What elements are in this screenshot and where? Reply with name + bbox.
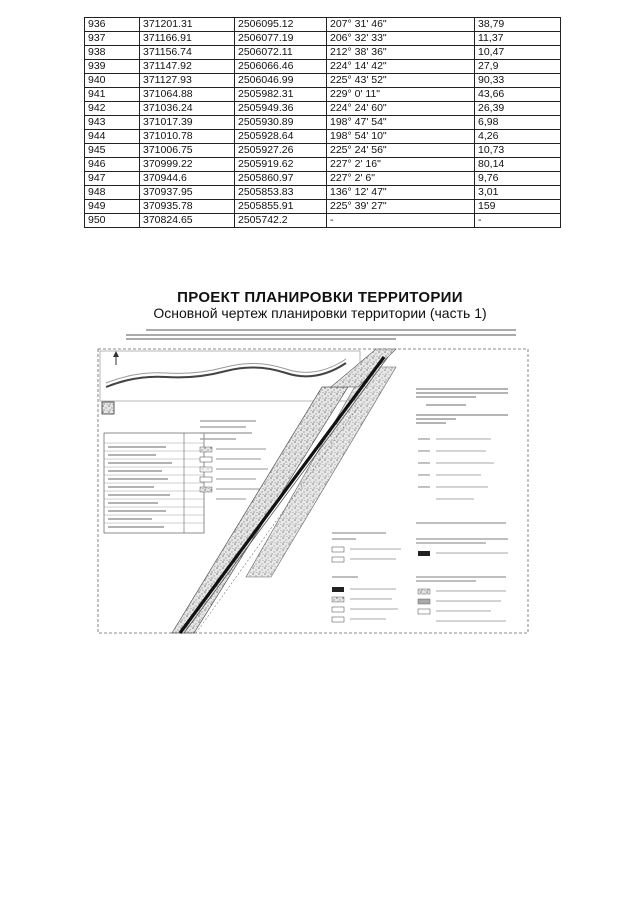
direction-angle-cell: - <box>327 214 475 228</box>
coord-x-cell: 371006.75 <box>140 144 235 158</box>
coord-x-cell: 371156.74 <box>140 46 235 60</box>
drawing-title: ПРОЕКТ ПЛАНИРОВКИ ТЕРРИТОРИИ <box>177 289 463 306</box>
direction-angle-cell: 229° 0' 11" <box>327 88 475 102</box>
drawing-header-text <box>126 330 516 339</box>
segment-length-cell: 3,01 <box>475 186 561 200</box>
table-row <box>85 46 561 60</box>
segment-length-cell: 80,14 <box>475 158 561 172</box>
table-row <box>85 200 561 214</box>
coord-x-cell: 371147.92 <box>140 60 235 74</box>
table-row <box>85 158 561 172</box>
point-number-cell: 950 <box>85 214 140 228</box>
left-legend-table <box>104 433 204 533</box>
coord-x-cell: 371017.39 <box>140 116 235 130</box>
middle-legend <box>200 421 268 499</box>
coord-y-cell: 2505855.91 <box>235 200 327 214</box>
segment-length-cell: 38,79 <box>475 18 561 32</box>
coord-y-cell: 2505930.89 <box>235 116 327 130</box>
point-number-cell: 937 <box>85 32 140 46</box>
point-number-cell: 942 <box>85 102 140 116</box>
point-number-cell: 941 <box>85 88 140 102</box>
coord-x-cell: 370935.78 <box>140 200 235 214</box>
coord-x-cell: 371010.78 <box>140 130 235 144</box>
table-row <box>85 144 561 158</box>
direction-angle-cell: 225° 24' 56" <box>327 144 475 158</box>
table-row <box>85 130 561 144</box>
coord-y-cell: 2505927.26 <box>235 144 327 158</box>
table-row <box>85 74 561 88</box>
point-number-cell: 939 <box>85 60 140 74</box>
coord-y-cell: 2505919.62 <box>235 158 327 172</box>
direction-angle-cell: 225° 43' 52" <box>327 74 475 88</box>
segment-length-cell: 26,39 <box>475 102 561 116</box>
planning-drawing <box>96 327 542 635</box>
coord-x-cell: 370944.6 <box>140 172 235 186</box>
coord-y-cell: 2505949.36 <box>235 102 327 116</box>
point-number-cell: 946 <box>85 158 140 172</box>
point-number-cell: 947 <box>85 172 140 186</box>
coord-x-cell: 370824.65 <box>140 214 235 228</box>
point-number-cell: 945 <box>85 144 140 158</box>
direction-angle-cell: 224° 24' 60" <box>327 102 475 116</box>
lower-legend <box>332 533 401 622</box>
direction-angle-cell: 136° 12' 47" <box>327 186 475 200</box>
coord-y-cell: 2505742.2 <box>235 214 327 228</box>
point-number-cell: 943 <box>85 116 140 130</box>
direction-angle-cell: 198° 54' 10" <box>327 130 475 144</box>
coord-x-cell: 371064.88 <box>140 88 235 102</box>
point-number-cell: 936 <box>85 18 140 32</box>
segment-length-cell: 43,66 <box>475 88 561 102</box>
point-number-cell: 940 <box>85 74 140 88</box>
direction-angle-cell: 198° 47' 54" <box>327 116 475 130</box>
table-row <box>85 102 561 116</box>
direction-angle-cell: 227° 2' 6" <box>327 172 475 186</box>
table-row <box>85 214 561 228</box>
direction-angle-cell: 225° 39' 27" <box>327 200 475 214</box>
table-row <box>85 172 561 186</box>
direction-angle-cell: 212° 38' 36" <box>327 46 475 60</box>
coordinates-table <box>84 17 561 228</box>
coord-x-cell: 370999.22 <box>140 158 235 172</box>
segment-length-cell: 90,33 <box>475 74 561 88</box>
coord-x-cell: 371201.31 <box>140 18 235 32</box>
segment-length-cell: 10,47 <box>475 46 561 60</box>
coord-y-cell: 2506095.12 <box>235 18 327 32</box>
coord-y-cell: 2505928.64 <box>235 130 327 144</box>
segment-length-cell: 4,26 <box>475 130 561 144</box>
table-row <box>85 18 561 32</box>
direction-angle-cell: 224° 14' 42" <box>327 60 475 74</box>
point-number-cell: 938 <box>85 46 140 60</box>
coord-y-cell: 2506077.19 <box>235 32 327 46</box>
segment-length-cell: 159 <box>475 200 561 214</box>
segment-length-cell: 6,98 <box>475 116 561 130</box>
coord-x-cell: 370937.95 <box>140 186 235 200</box>
table-row <box>85 186 561 200</box>
right-legend <box>416 389 508 621</box>
table-row <box>85 116 561 130</box>
point-number-cell: 948 <box>85 186 140 200</box>
drawing-subtitle: Основной чертеж планировки территории (часть 1) <box>153 305 487 321</box>
direction-angle-cell: 227° 2' 16" <box>327 158 475 172</box>
table-row <box>85 32 561 46</box>
coord-y-cell: 2505860.97 <box>235 172 327 186</box>
segment-length-cell: 9,76 <box>475 172 561 186</box>
coord-x-cell: 371127.93 <box>140 74 235 88</box>
coord-x-cell: 371166.91 <box>140 32 235 46</box>
coord-y-cell: 2505853.83 <box>235 186 327 200</box>
table-row <box>85 88 561 102</box>
coord-x-cell: 371036.24 <box>140 102 235 116</box>
location-stamp <box>102 402 114 414</box>
segment-length-cell: - <box>475 214 561 228</box>
direction-angle-cell: 207° 31' 46" <box>327 18 475 32</box>
table-row <box>85 60 561 74</box>
coordinates-table-body <box>85 18 561 228</box>
coord-y-cell: 2506072.11 <box>235 46 327 60</box>
coord-y-cell: 2506066.46 <box>235 60 327 74</box>
segment-length-cell: 10,73 <box>475 144 561 158</box>
segment-length-cell: 11,37 <box>475 32 561 46</box>
point-number-cell: 949 <box>85 200 140 214</box>
coord-y-cell: 2506046.99 <box>235 74 327 88</box>
coord-y-cell: 2505982.31 <box>235 88 327 102</box>
direction-angle-cell: 206° 32' 33" <box>327 32 475 46</box>
point-number-cell: 944 <box>85 130 140 144</box>
segment-length-cell: 27,9 <box>475 60 561 74</box>
